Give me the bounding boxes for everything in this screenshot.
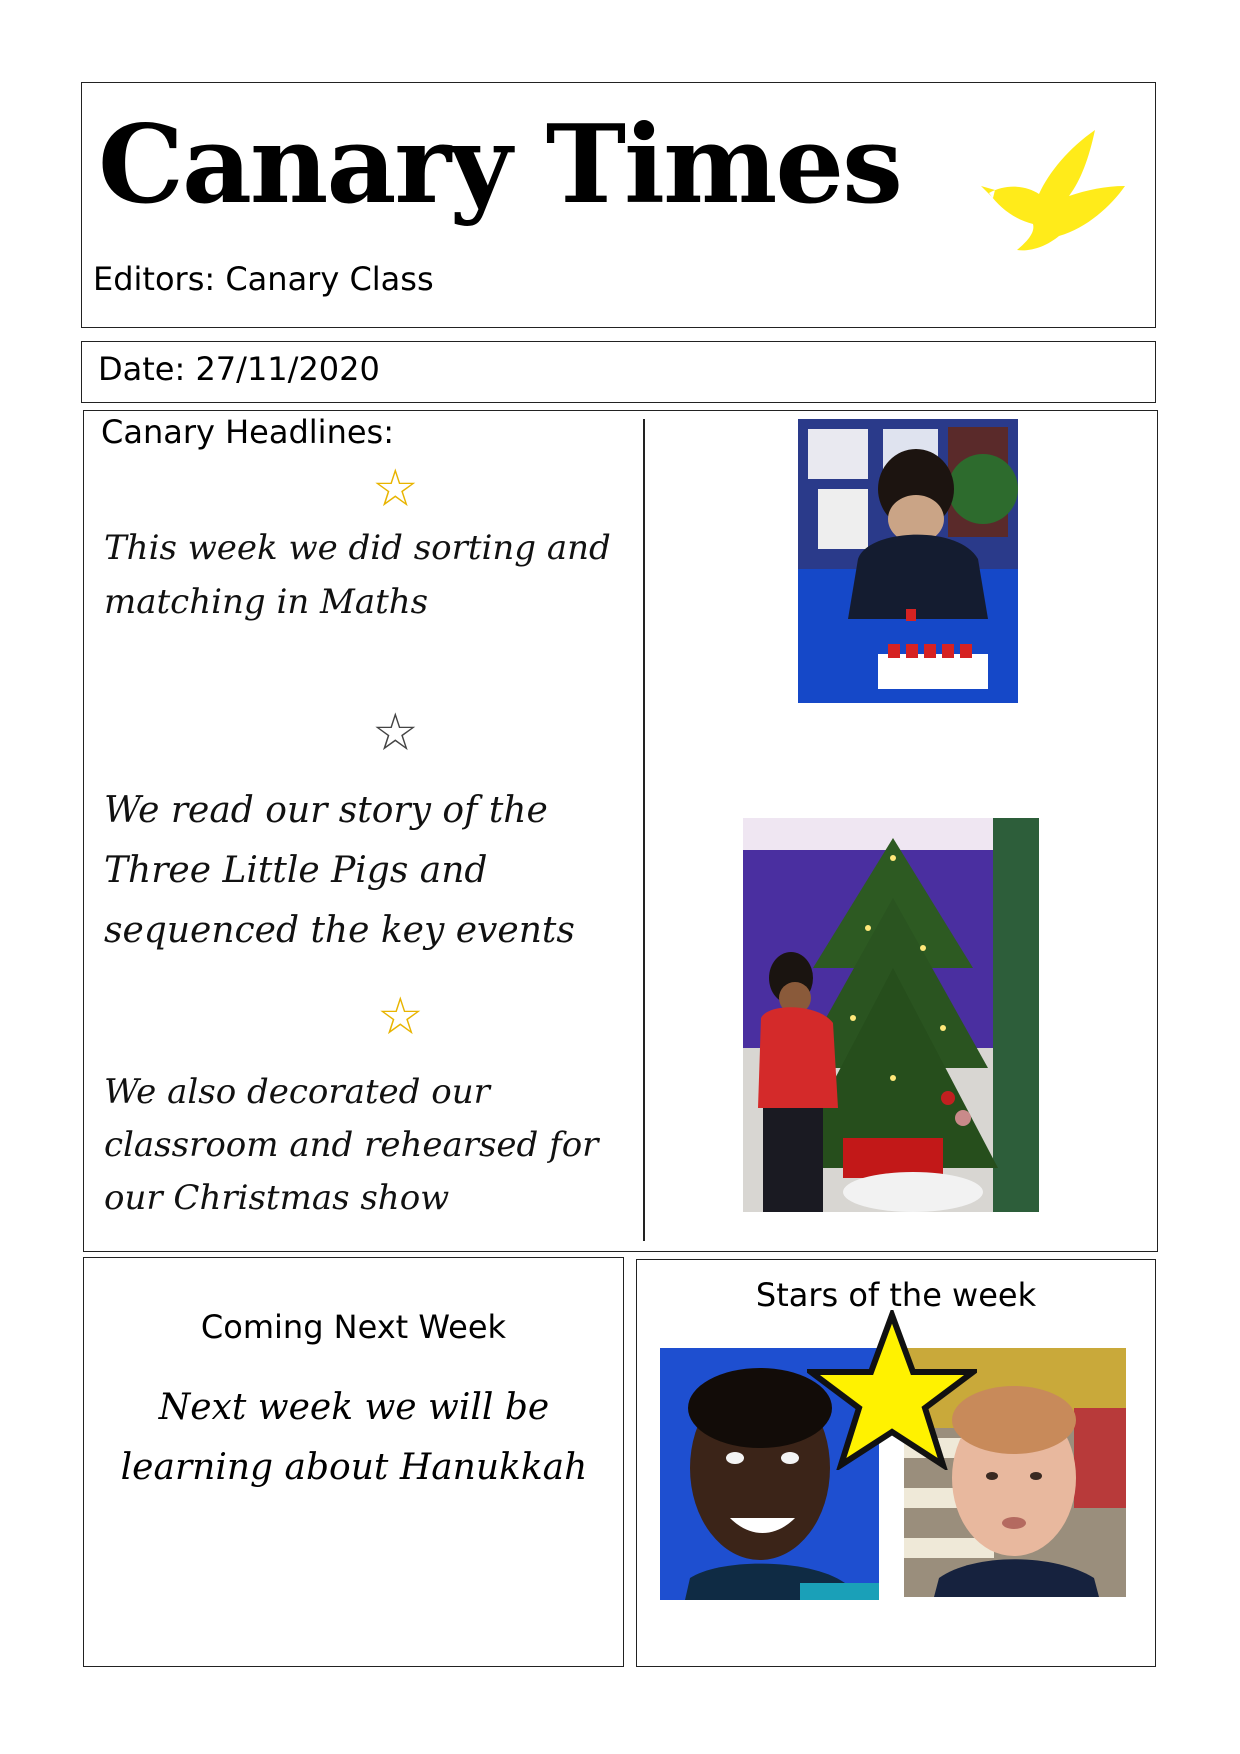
- headlines-heading: Canary Headlines:: [101, 413, 394, 451]
- column-divider: [643, 419, 645, 1241]
- headline-story-2: We read our story of the Three Little Pigs and sequenced the key events: [104, 790, 575, 951]
- date-box: [81, 341, 1156, 403]
- star-icon: ☆: [372, 703, 419, 763]
- issue-date: Date: 27/11/2020: [98, 350, 380, 388]
- coming-next-week-heading: Coming Next Week: [200, 1308, 507, 1346]
- editors-line: Editors: Canary Class: [93, 260, 434, 298]
- headline-story-1: This week we did sorting and matching in Maths: [104, 528, 611, 622]
- big-star-icon: [807, 1310, 977, 1470]
- stars-of-the-week-section: [636, 1259, 1156, 1667]
- yellow-bird-icon: [977, 128, 1137, 258]
- christmas-tree-photo: [743, 818, 1039, 1212]
- coming-next-week-section: [83, 1257, 624, 1667]
- headlines-section: [83, 410, 1158, 1252]
- star-icon: ☆: [377, 987, 424, 1047]
- masthead: [81, 82, 1156, 328]
- maths-sorting-photo: [798, 419, 1018, 703]
- stars-of-the-week-heading: Stars of the week: [755, 1276, 1037, 1314]
- coming-next-week-text: Next week we will be learning about Hanukkah: [120, 1387, 588, 1488]
- star-icon: ☆: [372, 459, 419, 519]
- headline-story-3: We also decorated our classroom and rehearsed for our Christmas show: [104, 1072, 599, 1218]
- newsletter-title: Canary Times: [98, 102, 901, 228]
